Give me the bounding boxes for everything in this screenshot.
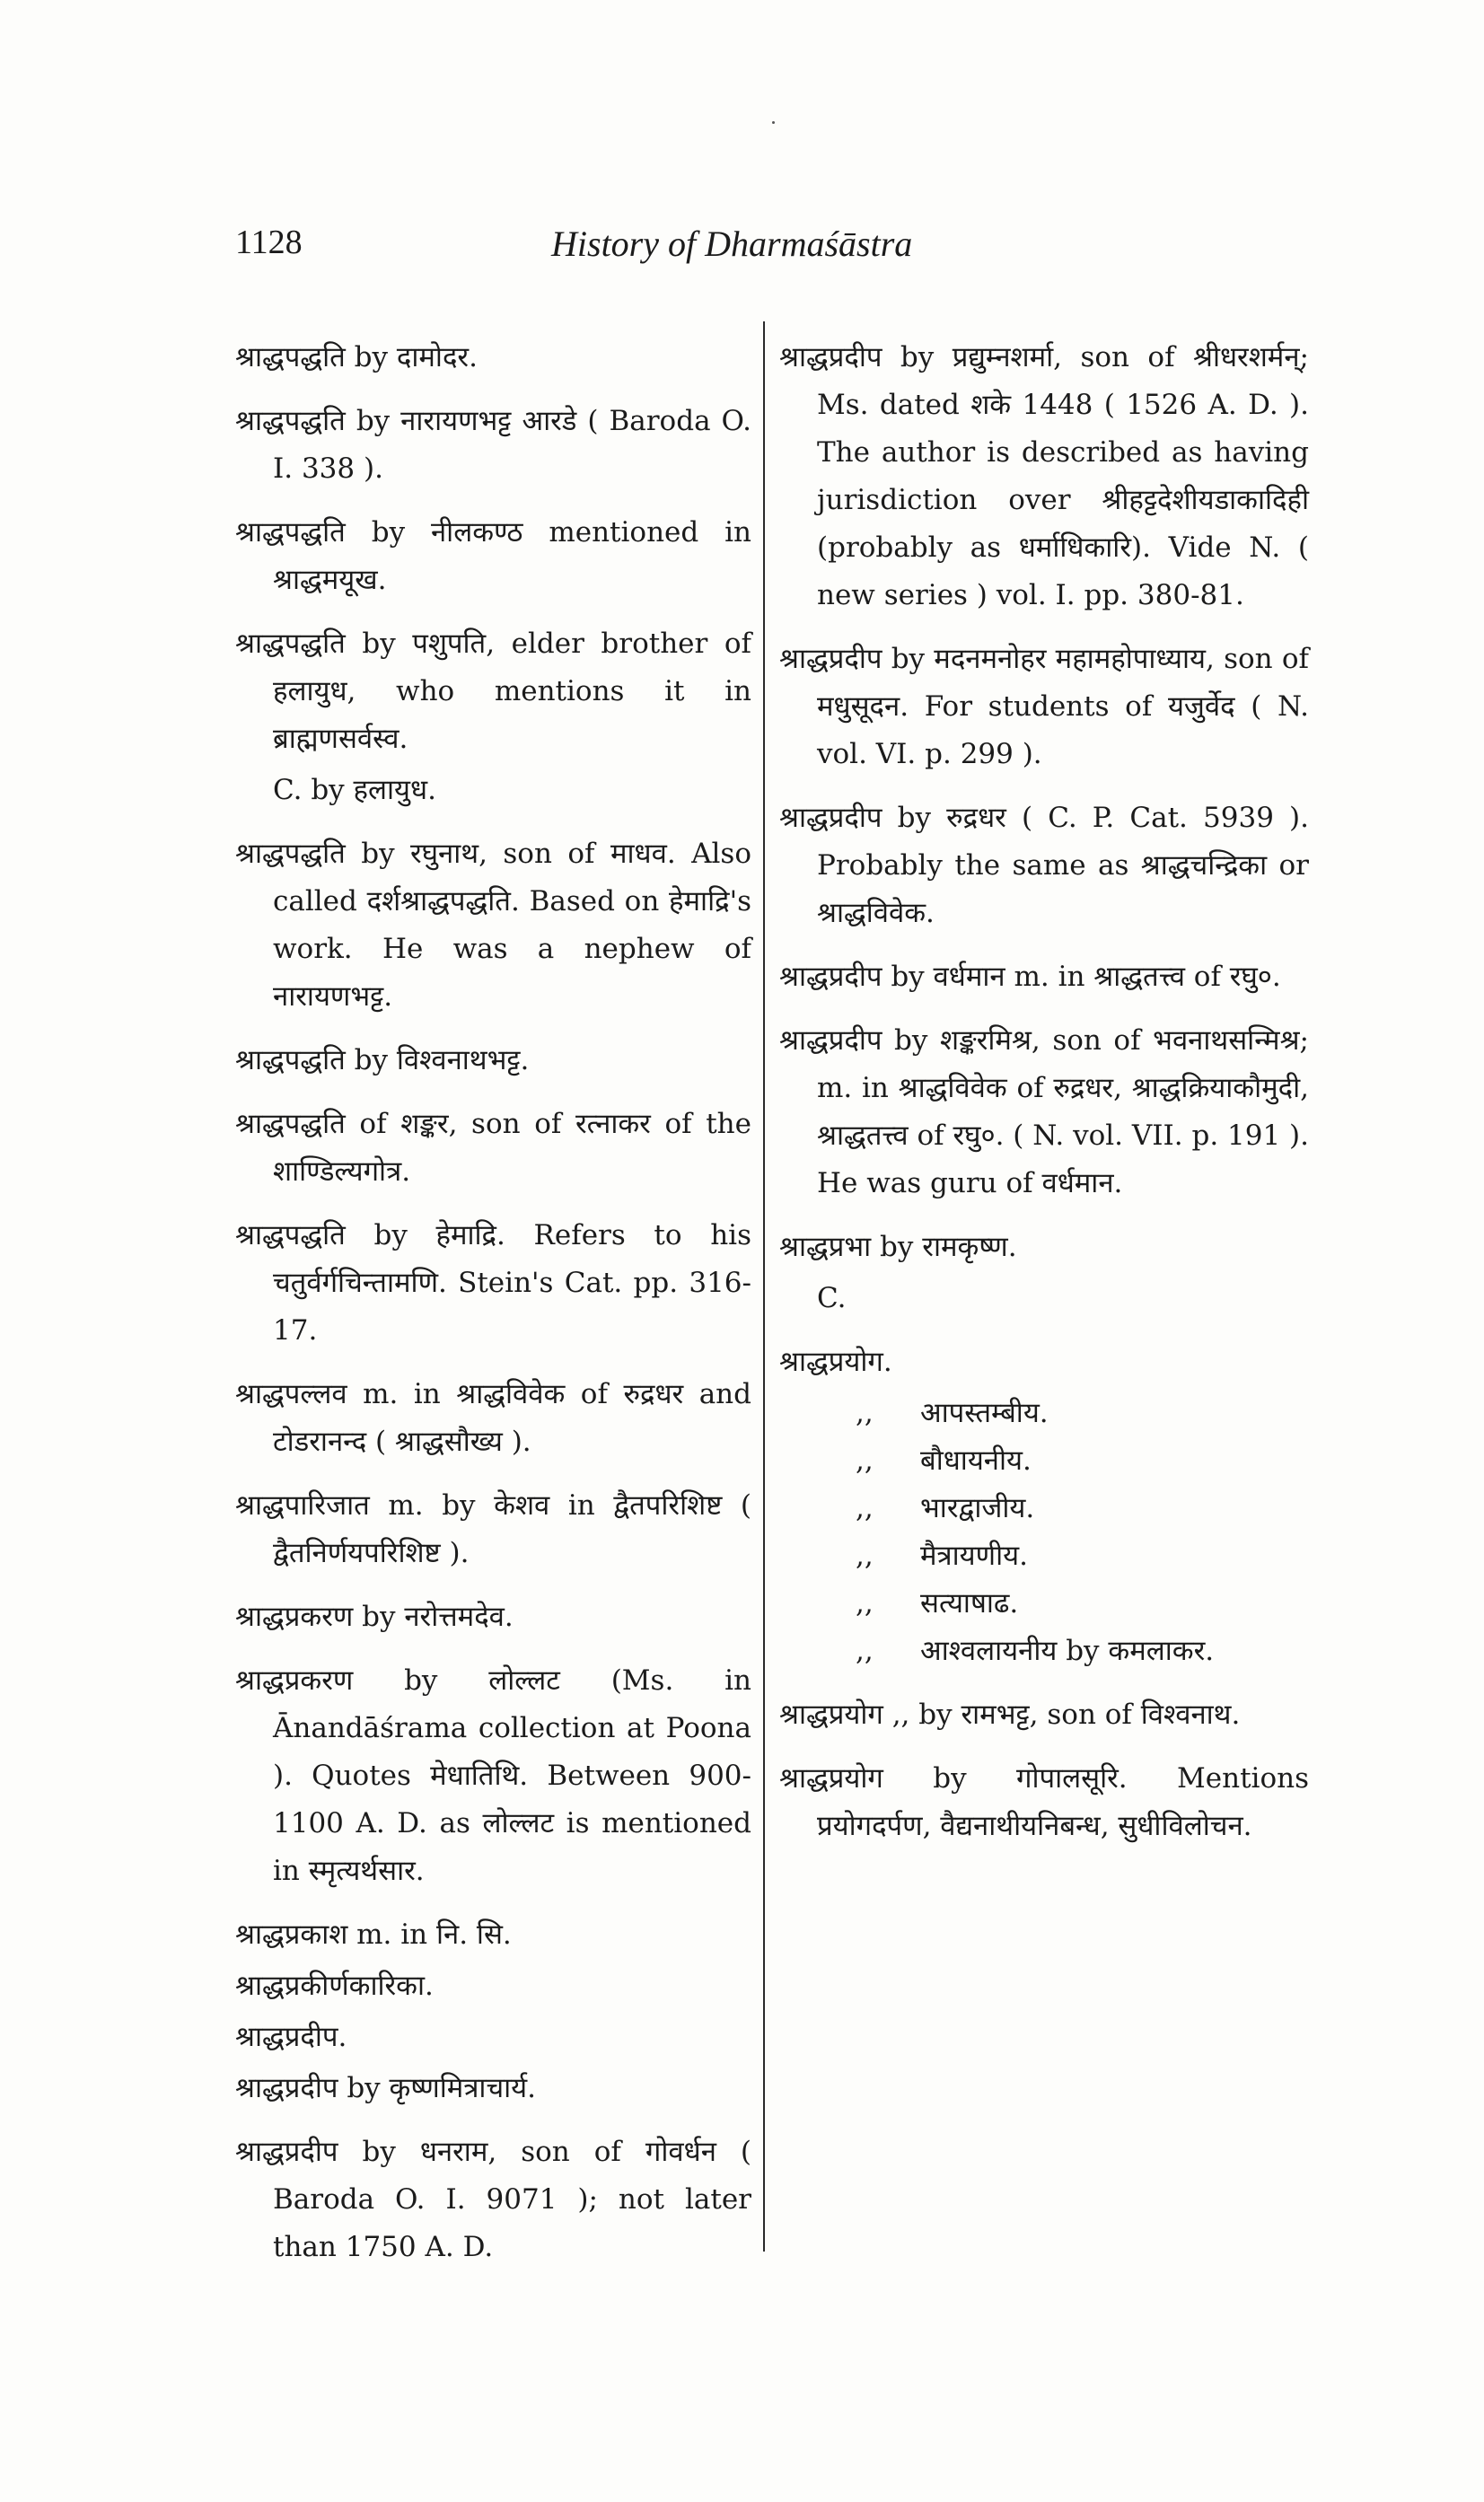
entry: श्राद्धपद्धति by पशुपति, elder brother of हलायुध, who mentions it in ब्राह्मणसर्वस्व.	[235, 628, 751, 755]
entry: श्राद्धप्रदीप.	[235, 2021, 347, 2053]
list-item-text: सत्याषाढ.	[920, 1587, 1019, 1620]
ditto-mark: ,,	[856, 1397, 874, 1429]
ditto-list	[779, 1390, 1309, 1675]
page-header	[235, 223, 1304, 277]
ditto-mark: ,,	[856, 1540, 874, 1572]
entry: श्राद्धप्रदीप by कृष्णमित्राचार्य.	[235, 2072, 537, 2104]
ditto-mark: ,,	[856, 1587, 874, 1620]
right-column	[779, 334, 1309, 1866]
entry: श्राद्धप्रदीप by शङ्करमिश्र, son of भवनाथसन्मिश्र; m. in श्राद्धविवेक of रुद्रधर, श्राद्धक्रियाकौमुदी, श्राद्धतत्त्व of रघु०. ( N. vol. VII. p. 191 ). He was guru of वर्धमान.	[779, 1024, 1309, 1199]
entry: श्राद्धप्रयोग ,, by रामभट्ट, son of विश्वनाथ.	[779, 1699, 1241, 1731]
entry: श्राद्धप्रभा by रामकृष्ण.	[779, 1231, 1017, 1263]
list-item	[779, 1390, 1309, 1437]
page-number: 1128	[235, 224, 303, 261]
entry-note: C. by हलायुध.	[273, 774, 436, 806]
entry: श्राद्धपद्धति by नीलकण्ठ mentioned in श्राद्धमयूख.	[235, 516, 751, 596]
list-item	[779, 1580, 1309, 1628]
entry: श्राद्धपारिजात m. by केशव in द्वैतपरिशिष्ट ( द्वैतनिर्णयपरिशिष्ट ).	[235, 1489, 751, 1569]
column-divider	[763, 321, 765, 2252]
ditto-mark: ,,	[856, 1492, 874, 1524]
entry-note: C.	[817, 1282, 847, 1314]
entry: श्राद्धप्रयोग by गोपालसूरि. Mentions प्रयोगदर्पण, वैद्यनाथीयनिबन्ध, सुधीविलोचन.	[779, 1762, 1309, 1842]
entry: श्राद्धप्रकाश m. in नि. सि.	[235, 1918, 512, 1951]
entry: श्राद्धपद्धति by दामोदर.	[235, 341, 478, 373]
entry: श्राद्धपल्लव m. in श्राद्धविवेक of रुद्रधर and टोडरानन्द ( श्राद्धसौख्य ).	[235, 1378, 751, 1458]
entry: श्राद्धपद्धति by हेमाद्रि. Refers to his चतुर्वर्गचिन्तामणि. Stein's Cat. pp. 316-17.	[235, 1219, 751, 1347]
stray-mark	[772, 121, 775, 124]
list-item-text: आपस्तम्बीय.	[920, 1397, 1049, 1429]
entry: श्राद्धप्रदीप by रुद्रधर ( C. P. Cat. 5939 ). Probably the same as श्राद्धचन्द्रिका or श्राद्धविवेक.	[779, 802, 1309, 929]
prayoga-heading: श्राद्धप्रयोग.	[779, 1346, 892, 1378]
list-item	[779, 1485, 1309, 1532]
running-title: History of Dharmaśāstra	[551, 224, 913, 264]
ditto-mark: ,,	[856, 1444, 874, 1477]
entry: श्राद्धप्रकरण by नरोत्तमदेव.	[235, 1601, 514, 1633]
entry: श्राद्धप्रकीर्णकारिका.	[235, 1970, 434, 2002]
entry: श्राद्धप्रदीप by धनराम, son of गोवर्धन ( Baroda O. I. 9071 ); not later than 1750 A. D.	[235, 2136, 751, 2263]
entry: श्राद्धपद्धति of शङ्कर, son of रत्नाकर of the शाण्डिल्यगोत्र.	[235, 1108, 751, 1188]
entry: श्राद्धप्रदीप by प्रद्युम्नशर्मा, son of श्रीधरशर्मन्; Ms. dated शके 1448 ( 1526 A. D. ). The author is described as having jurisdiction over श्रीहट्टदेशीयडाकादिही (probably as धर्माधिकारि). Vide N. ( new series ) vol. I. pp. 380-81.	[779, 341, 1309, 611]
list-item	[779, 1532, 1309, 1580]
list-item-text: मैत्रायणीय.	[920, 1540, 1028, 1572]
list-item	[779, 1437, 1309, 1485]
list-item-text: बौधायनीय.	[920, 1444, 1032, 1477]
list-item	[779, 1628, 1309, 1675]
entry: श्राद्धपद्धति by रघुनाथ, son of माधव. Also called दर्शश्राद्धपद्धति. Based on हेमाद्रि's work. He was a nephew of नारायणभट्ट.	[235, 838, 751, 1013]
entry: श्राद्धप्रदीप by मदनमनोहर महामहोपाध्याय, son of मधुसूदन. For students of यजुर्वेद ( N. vol. VI. p. 299 ).	[779, 643, 1309, 770]
ditto-mark: ,,	[856, 1635, 874, 1667]
list-item-text: आश्वलायनीय by कमलाकर.	[920, 1635, 1215, 1667]
left-column	[235, 334, 751, 2287]
entry: श्राद्धप्रदीप by वर्धमान m. in श्राद्धतत्त्व of रघु०.	[779, 961, 1281, 993]
entry: श्राद्धपद्धति by विश्वनाथभट्ट.	[235, 1044, 530, 1076]
entry: श्राद्धपद्धति by नारायणभट्ट आरडे ( Baroda O. I. 338 ).	[235, 405, 751, 485]
list-item-text: भारद्वाजीय.	[920, 1492, 1035, 1524]
entry: श्राद्धप्रकरण by लोल्लट (Ms. in Ānandāśrama collection at Poona ). Quotes मेधातिथि. Between 900-1100 A. D. as लोल्लट is mentioned in स्मृत्यर्थसार.	[235, 1664, 751, 1887]
